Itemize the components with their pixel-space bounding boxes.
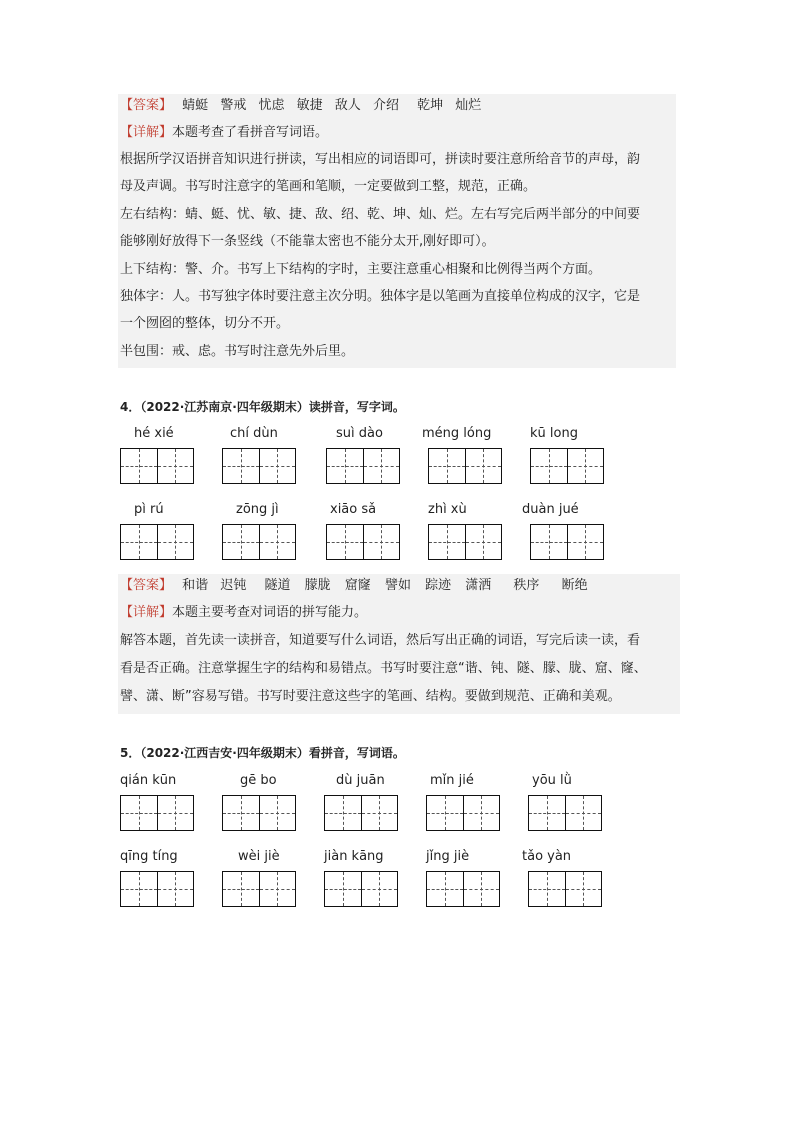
writing-grid[interactable] xyxy=(324,871,398,907)
writing-grid[interactable] xyxy=(428,448,502,484)
pinyin-label: duàn jué xyxy=(522,502,579,517)
detail-tag: 【详解】 xyxy=(120,125,173,140)
pinyin-label: suì dào xyxy=(336,426,383,441)
writing-grid[interactable] xyxy=(222,524,296,560)
answer-word: 断绝 xyxy=(561,578,588,593)
detail-text-line: 能够刚好放得下一条竖线（不能靠太密也不能分太开,刚好即可）。 xyxy=(120,234,495,249)
detail-text-line: 解答本题，首先读一读拼音，知道要写什么词语，然后写出正确的词语，写完后读一读，看 xyxy=(120,633,641,648)
answer-word: 敌人 xyxy=(334,98,361,113)
detail-text-line: 一个囫囵的整体，切分不开。 xyxy=(120,316,290,331)
detail-text-line: 看是否正确。注意掌握生字的结构和易错点。书写时要注意“谐、钝、隧、朦、胧、窟、窿、 xyxy=(120,661,647,676)
writing-grid[interactable] xyxy=(528,795,602,831)
pinyin-label: qīng tíng xyxy=(120,849,178,864)
writing-grid[interactable] xyxy=(428,524,502,560)
question-4-title: 4．（2022·江苏南京·四年级期末）读拼音，写字词。 xyxy=(120,400,405,414)
answer-word: 介绍 xyxy=(372,98,399,113)
writing-grid[interactable] xyxy=(530,448,604,484)
writing-grid[interactable] xyxy=(222,795,296,831)
writing-grid[interactable] xyxy=(426,795,500,831)
writing-grid[interactable] xyxy=(222,871,296,907)
detail-text-line: 半包围：戒、虑。书写时注意先外后里。 xyxy=(120,344,355,359)
pinyin-label: qián kūn xyxy=(120,773,177,788)
pinyin-label: wèi jiè xyxy=(238,849,280,864)
detail-text-line: 上下结构：警、介。书写上下结构的字时，主要注意重心相聚和比例得当两个方面。 xyxy=(120,262,602,277)
answer-tag: 【答案】 xyxy=(120,98,173,113)
answer-tag: 【答案】 xyxy=(120,578,173,593)
answer-word: 窟窿 xyxy=(344,578,371,593)
writing-grid[interactable] xyxy=(426,871,500,907)
answer-word: 迟钝 xyxy=(220,578,247,593)
answer-word: 蜻蜓 xyxy=(182,98,209,113)
detail-text-line: 母及声调。书写时注意字的笔画和笔顺，一定要做到工整，规范，正确。 xyxy=(120,179,537,194)
detail-intro: 本题考查了看拼音写词语。 xyxy=(172,125,329,140)
writing-grid[interactable] xyxy=(120,795,194,831)
writing-grid[interactable] xyxy=(120,524,194,560)
answer-word: 警戒 xyxy=(220,98,247,113)
pinyin-label: pì rú xyxy=(134,502,164,517)
pinyin-label: kū long xyxy=(530,426,578,441)
pinyin-label: yōu lǜ xyxy=(532,773,572,788)
answer-word: 隧道 xyxy=(264,578,291,593)
detail-tag: 【详解】 xyxy=(120,605,173,620)
pinyin-label: tǎo yàn xyxy=(522,849,572,864)
pinyin-label: mǐn jié xyxy=(430,773,474,788)
answer-word: 忧虑 xyxy=(258,98,285,113)
q3-detail-line xyxy=(120,124,328,142)
answer-word: 敏捷 xyxy=(296,98,323,113)
q3-answer-line xyxy=(120,97,489,115)
pinyin-label: jiàn kāng xyxy=(324,849,384,864)
answer-word: 秩序 xyxy=(513,578,540,593)
writing-grid[interactable] xyxy=(222,448,296,484)
writing-grid[interactable] xyxy=(530,524,604,560)
answer-word: 和谐 xyxy=(182,578,209,593)
pinyin-label: gē bo xyxy=(240,773,277,788)
detail-intro: 本题主要考查对词语的拼写能力。 xyxy=(172,605,368,620)
q4-detail-line xyxy=(120,604,367,622)
question-5-title: 5．（2022·江西吉安·四年级期末）看拼音，写词语。 xyxy=(120,746,405,760)
pinyin-label: jǐng jiè xyxy=(426,849,470,864)
writing-grid[interactable] xyxy=(324,795,398,831)
detail-text-line: 根据所学汉语拼音知识进行拼读，写出相应的词语即可，拼读时要注意所给音节的声母，韵 xyxy=(120,152,641,167)
answer-word: 潇洒 xyxy=(465,578,492,593)
answer-word: 朦胧 xyxy=(304,578,331,593)
detail-text-line: 譬、潇、断”容易写错。书写时要注意这些字的笔画、结构。要做到规范、正确和美观。 xyxy=(120,689,621,704)
writing-grid[interactable] xyxy=(528,871,602,907)
answer-word: 灿烂 xyxy=(455,98,482,113)
writing-grid[interactable] xyxy=(326,524,400,560)
answer-word: 踪迹 xyxy=(425,578,452,593)
writing-grid[interactable] xyxy=(120,448,194,484)
q3-answer-block xyxy=(118,94,676,368)
pinyin-label: méng lóng xyxy=(422,426,492,441)
pinyin-label: chí dùn xyxy=(230,426,278,441)
pinyin-label: hé xié xyxy=(134,426,174,441)
pinyin-label: dù juān xyxy=(336,773,385,788)
answer-word: 乾坤 xyxy=(417,98,444,113)
writing-grid[interactable] xyxy=(120,871,194,907)
writing-grid[interactable] xyxy=(326,448,400,484)
q4-answer-block xyxy=(118,574,680,714)
detail-text-line: 左右结构：蜻、蜓、忧、敏、捷、敌、绍、乾、坤、灿、烂。左右写完后两半部分的中间要 xyxy=(120,207,641,222)
pinyin-label: xiāo sǎ xyxy=(330,502,377,517)
answer-word: 譬如 xyxy=(384,578,411,593)
pinyin-label: zhì xù xyxy=(428,502,467,517)
q4-answer-line xyxy=(120,577,596,595)
pinyin-label: zōng jì xyxy=(236,502,279,517)
detail-text-line: 独体字：人。书写独字体时要注意主次分明。独体字是以笔画为直接单位构成的汉字，它是 xyxy=(120,289,641,304)
